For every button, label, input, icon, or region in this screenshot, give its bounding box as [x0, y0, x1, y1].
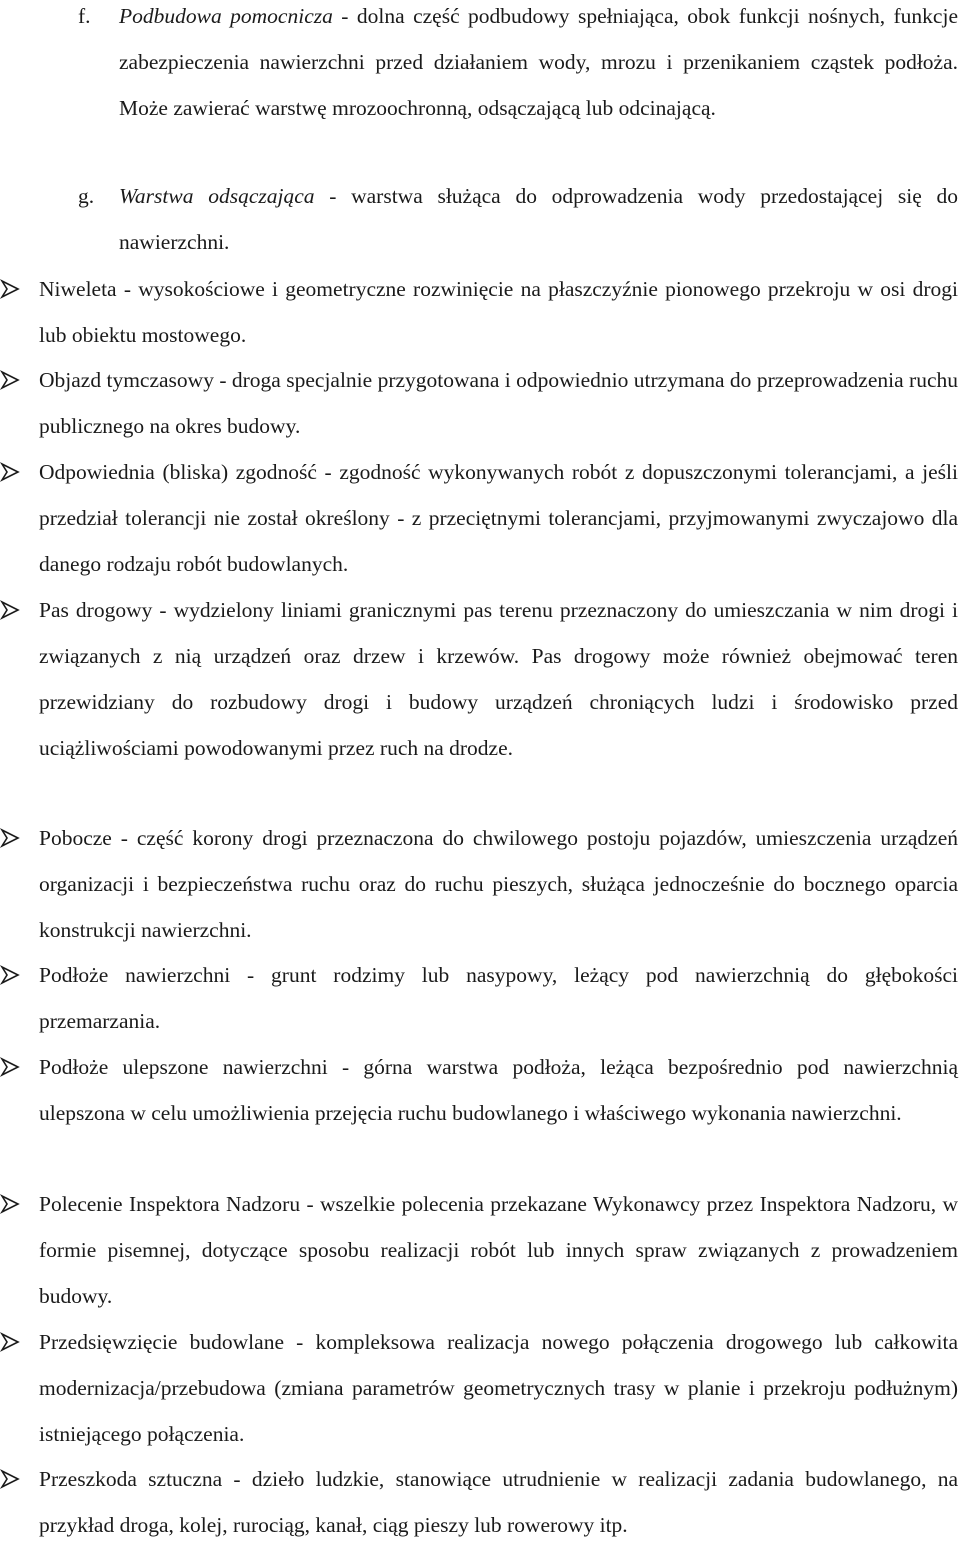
arrowhead-bullet-icon [0, 1057, 20, 1077]
arrowhead-bullet-icon [0, 1469, 20, 1489]
arrowhead-bullet-icon [0, 1194, 20, 1214]
sub-item-body [119, 0, 958, 132]
definition-item [0, 358, 958, 450]
arrowhead-bullet-icon [0, 600, 20, 620]
definition-text: Podłoże nawierzchni - grunt rodzimy lub nasypowy, leżący pod nawierzchnią do głębokości przemarzania. [39, 963, 958, 1033]
definition-item [0, 1182, 958, 1320]
definition-text: Niweleta - wysokościowe i geometryczne rozwinięcie na płaszczyźnie pionowego przekroju w osi drogi lub obiektu mostowego. [39, 277, 958, 347]
sub-item-text: - warstwa służąca do odprowadzenia wody przedostającej się do nawierzchni. [119, 184, 958, 254]
definition-text: Pobocze - część korony drogi przeznaczona do chwilowego postoju pojazdów, umieszczenia urządzeń organizacji i bezpieczeństwa ruchu oraz do ruchu pieszych, służąca jednocześnie do bocznego oparcia konstrukcji nawierzchni. [39, 826, 958, 942]
definition-item [0, 953, 958, 1045]
definition-text: Przeszkoda sztuczna - dzieło ludzkie, stanowiące utrudnienie w realizacji zadania budowlanego, na przykład droga, kolej, rurociąg, kanał, ciąg pieszy lub rowerowy itp. [39, 1467, 958, 1537]
definition-text: Przedsięwzięcie budowlane - kompleksowa realizacja nowego połączenia drogowego lub całkowita modernizacja/przebudowa (zmiana parametrów geometrycznych trasy w planie i przekroju podłużnym) istniejącego połączenia. [39, 1330, 958, 1446]
definition-item [0, 588, 958, 772]
arrowhead-bullet-icon [0, 370, 20, 390]
arrowhead-bullet-icon [0, 1332, 20, 1352]
definition-item [0, 267, 958, 359]
sub-item-body [119, 174, 958, 266]
arrowhead-bullet-icon [0, 965, 20, 985]
arrowhead-bullet-icon [0, 828, 20, 848]
definition-item [0, 1045, 958, 1137]
definition-item [0, 1457, 958, 1549]
definition-item [0, 1320, 958, 1458]
sub-item-text: - dolna część podbudowy spełniająca, obok funkcji nośnych, funkcje zabezpieczenia nawierzchni przed działaniem wody, mrozu i przenikaniem cząstek podłoża. Może zawierać warstwę mrozoochronną, odsączającą lub odcinającą. [119, 4, 958, 120]
definition-item [0, 816, 958, 954]
sub-item-term: Warstwa odsączająca [119, 184, 315, 208]
sub-item-term: Podbudowa pomocnicza [119, 4, 333, 28]
sub-item-f [78, 0, 958, 132]
definition-item [0, 450, 958, 588]
definition-text: Odpowiednia (bliska) zgodność - zgodność wykonywanych robót z dopuszczonymi tolerancjami, a jeśli przedział tolerancji nie został określony - z przeciętnymi tolerancjami, przyjmowanymi zwyczajowo dla danego rodzaju robót budowlanych. [39, 460, 958, 576]
sub-item-marker: f. [78, 4, 91, 28]
definition-text: Polecenie Inspektora Nadzoru - wszelkie polecenia przekazane Wykonawcy przez Inspektora Nadzoru, w formie pisemnej, dotyczące sposobu realizacji robót lub innych spraw związanych z prowadzeniem budowy. [39, 1192, 958, 1308]
definition-text: Podłoże ulepszone nawierzchni - górna warstwa podłoża, leżąca bezpośrednio pod nawierzchnią ulepszona w celu umożliwienia przejęcia ruchu budowlanego i właściwego wykonania nawierzchni. [39, 1055, 958, 1125]
arrowhead-bullet-icon [0, 279, 20, 299]
sub-item-marker: g. [78, 184, 95, 208]
arrowhead-bullet-icon [0, 462, 20, 482]
definition-text: Pas drogowy - wydzielony liniami granicznymi pas terenu przeznaczony do umieszczania w nim drogi i związanych z nią urządzeń oraz drzew i krzewów. Pas drogowy może również obejmować teren przewidziany do rozbudowy drogi i budowy urządzeń chroniących ludzi i środowisko przed uciążliwościami powodowanymi przez ruch na drodze. [39, 598, 958, 760]
sub-item-g [78, 174, 958, 266]
definition-text: Objazd tymczasowy - droga specjalnie przygotowana i odpowiednio utrzymana do przeprowadzenia ruchu publicznego na okres budowy. [39, 368, 958, 438]
